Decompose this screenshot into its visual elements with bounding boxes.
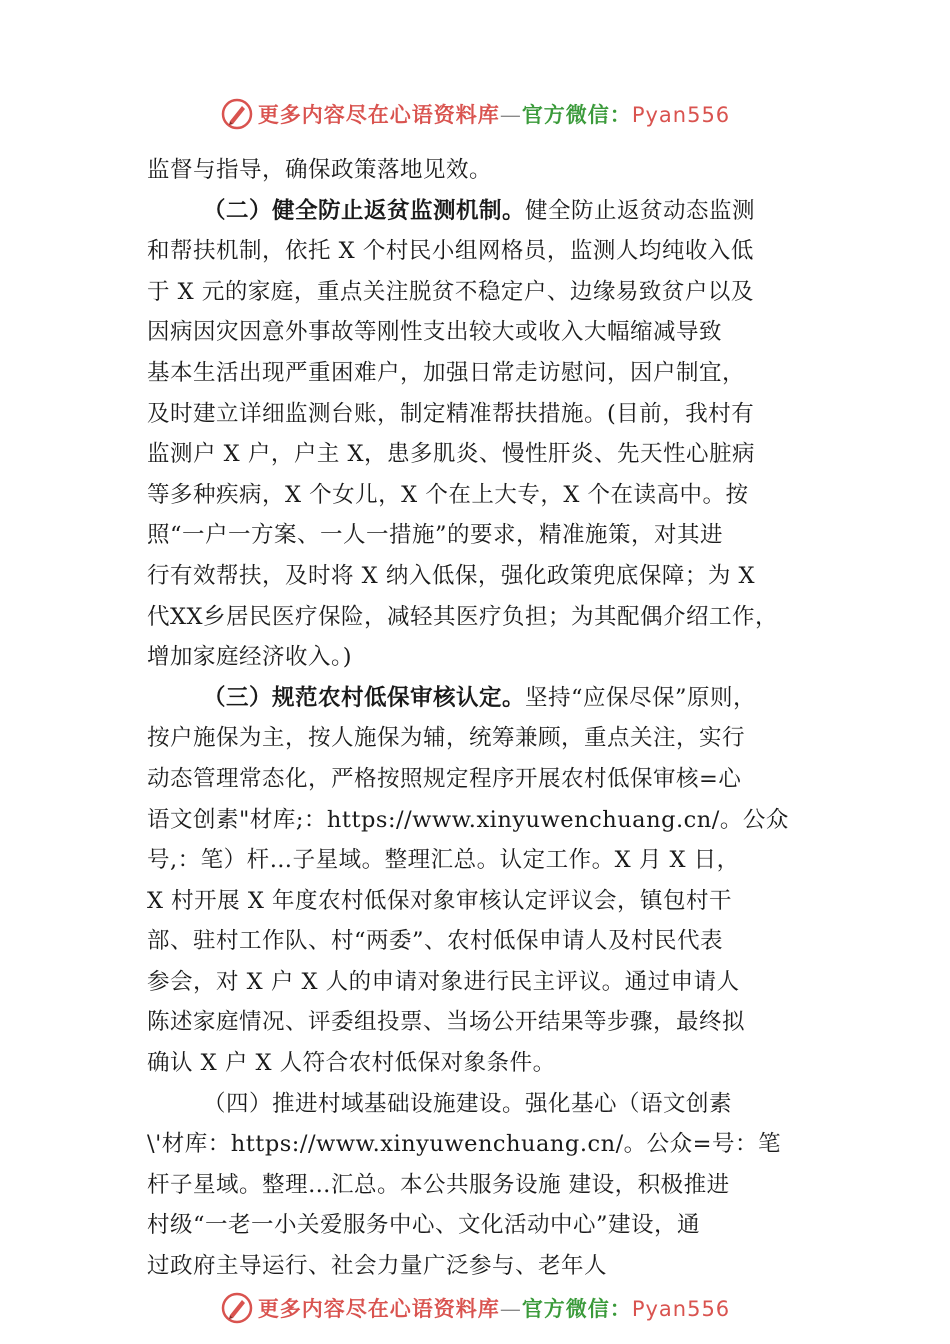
body-line: 陈述家庭情况、评委组投票、当场公开结果等步骤，最终拟	[147, 1009, 746, 1036]
banner-separator: —	[499, 103, 522, 127]
section-2-heading: （二）健全防止返贫监测机制。	[203, 197, 526, 224]
body-line: 杆子星域。整理…汇总。本公共服务设施 建设，积极推进	[147, 1171, 730, 1198]
body-line: 及时建立详细监测台账，制定精准帮扶措施。(目前，我村有	[147, 400, 755, 427]
banner-site-name: 更多内容尽在心语资料库	[257, 102, 500, 127]
body-line: 代XX乡居民医疗保险，减轻其医疗负担；为其配偶介绍工作，	[147, 603, 779, 630]
banner-wechat-id: Pyan556	[631, 103, 731, 127]
body-line: 监测户 X 户，户主 X，患多肌炎、慢性肝炎、先天性心脏病	[147, 441, 755, 468]
body-line: 因病因灾因意外事故等刚性支出较大或收入大幅缩减导致	[147, 319, 723, 346]
banner-wechat-id: Pyan556	[631, 1297, 731, 1321]
body-line: 村级“一老一小关爱服务中心、文化活动中心”建设，通	[147, 1212, 701, 1239]
document-body	[147, 150, 827, 1287]
banner-site-name: 更多内容尽在心语资料库	[257, 1296, 500, 1321]
body-line: 按户施保为主，按人施保为辅，统筹兼顾，重点关注，实行	[147, 725, 746, 752]
body-line: 监督与指导，确保政策落地见效。	[147, 157, 493, 183]
body-line: X 村开展 X 年度农村低保对象审核认定评议会，镇包村干	[147, 887, 732, 914]
brand-logo-icon	[220, 97, 254, 131]
section-4-paragraph-start: （四）推进村域基础设施建设。强化基心（语文创素	[203, 1090, 733, 1117]
body-line: 动态管理常态化，严格按照规定程序开展农村低保审核=心	[147, 765, 742, 792]
body-line: 确认 X 户 X 人符合农村低保对象条件。	[147, 1050, 556, 1077]
brand-logo-icon	[220, 1291, 254, 1325]
body-line: 增加家庭经济收入。)	[147, 644, 353, 671]
body-text: 坚持“应保尽保”原则，	[525, 684, 757, 711]
body-line: 号,：笔）杆…子星域。整理汇总。认定工作。X 月 X 日，	[147, 847, 740, 874]
banner-wechat-label: 官方微信：	[521, 102, 632, 127]
body-line: 于 X 元的家庭，重点关注脱贫不稳定户、边缘易致贫户以及	[147, 278, 754, 305]
section-3-heading: （三）规范农村低保审核认定。	[203, 684, 526, 711]
body-line: 参会，对 X 户 X 人的申请对象进行民主评议。通过申请人	[147, 968, 740, 995]
body-line: 行有效帮扶，及时将 X 纳入低保，强化政策兜底保障；为 X	[147, 562, 755, 589]
body-line: 照“一户一方案、一人一措施”的要求，精准施策，对其进	[147, 522, 724, 549]
body-line: 过政府主导运行、社会力量广泛参与、老年人	[147, 1253, 608, 1280]
banner-separator: —	[499, 1297, 522, 1321]
header-banner	[0, 94, 950, 134]
body-line: 部、驻村工作队、村“两委”、农村低保申请人及村民代表	[147, 928, 724, 955]
body-line: 和帮扶机制，依托 X 个村民小组网格员，监测人均纯收入低	[147, 238, 754, 265]
section-2-paragraph-start	[147, 191, 827, 232]
footer-banner	[0, 1288, 950, 1328]
body-line: \'材库：https://www.xinyuwenchuang.cn/。公众=号：笔	[147, 1131, 782, 1158]
banner-text	[258, 1293, 730, 1323]
body-text: 健全防止返贫动态监测	[525, 197, 756, 224]
body-line: 语文创素"材库;：https://www.xinyuwenchuang.cn/。公众	[147, 806, 789, 833]
banner-text	[258, 99, 730, 129]
section-3-paragraph-start	[147, 678, 827, 719]
body-line: 基本生活出现严重困难户，加强日常走访慰问，因户制宜，	[147, 359, 746, 386]
banner-wechat-label: 官方微信：	[521, 1296, 632, 1321]
body-line: 等多种疾病，X 个女儿，X 个在上大专，X 个在读高中。按	[147, 481, 749, 508]
